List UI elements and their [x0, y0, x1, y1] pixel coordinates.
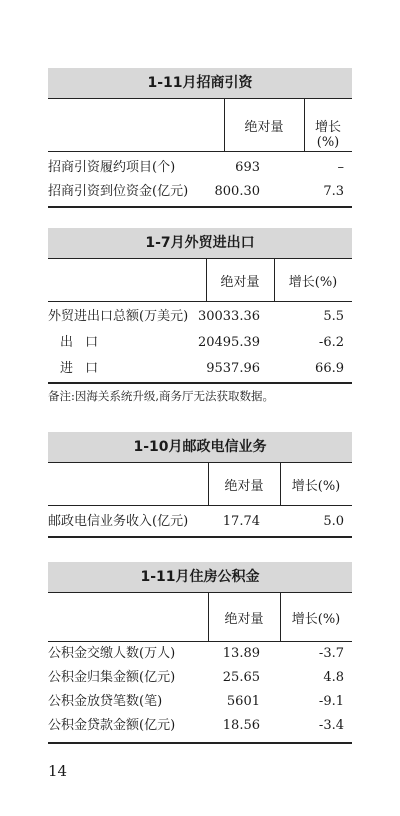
- table-row: 招商引资履约项目(个) 693 –: [48, 160, 344, 175]
- table-row: 公积金交缴人数(万人) 13.89 -3.7: [48, 646, 344, 661]
- table-row: 公积金放贷笔数(笔) 5601 -9.1: [48, 694, 344, 709]
- table-title: 1-7月外贸进出口: [48, 228, 352, 259]
- table-header: [48, 463, 352, 506]
- table-row: 公积金归集金额(亿元) 25.65 4.8: [48, 670, 344, 685]
- col-header-value: 绝对量: [224, 479, 264, 494]
- table-row: 外贸进出口总额(万美元) 30033.36 5.5: [48, 309, 344, 324]
- col-header-growth: 增长(%): [314, 120, 341, 150]
- page-number: 14: [48, 762, 68, 780]
- table-title: 1-11月住房公积金: [48, 562, 352, 593]
- col-header-growth: 增长(%): [291, 479, 341, 494]
- table-housing-fund: [48, 562, 352, 733]
- col-header-value: 绝对量: [224, 612, 264, 627]
- table-header: [48, 259, 352, 302]
- table-row: 出 口 20495.39 -6.2: [60, 335, 344, 350]
- col-header-growth: 增长(%): [288, 275, 338, 290]
- table-header: [48, 593, 352, 642]
- table-title: 1-10月邮政电信业务: [48, 432, 352, 463]
- table-note: 备注:因海关系统升级,商务厅无法获取数据。: [48, 389, 275, 403]
- table-investment: [48, 68, 352, 199]
- col-header-value: 绝对量: [220, 275, 260, 290]
- table-header: [48, 99, 352, 152]
- col-header-value: 绝对量: [244, 120, 284, 135]
- table-row: 进 口 9537.96 66.9: [60, 361, 344, 376]
- table-row: 邮政电信业务收入(亿元) 17.74 5.0: [48, 514, 344, 529]
- table-title: 1-11月招商引资: [48, 68, 352, 99]
- table-postal-telecom: [48, 432, 352, 529]
- table-row: 公积金贷款金额(亿元) 18.56 -3.4: [48, 718, 344, 733]
- table-row: 招商引资到位资金(亿元) 800.30 7.3: [48, 184, 344, 199]
- table-foreign-trade: [48, 228, 352, 376]
- col-header-growth: 增长(%): [291, 612, 341, 627]
